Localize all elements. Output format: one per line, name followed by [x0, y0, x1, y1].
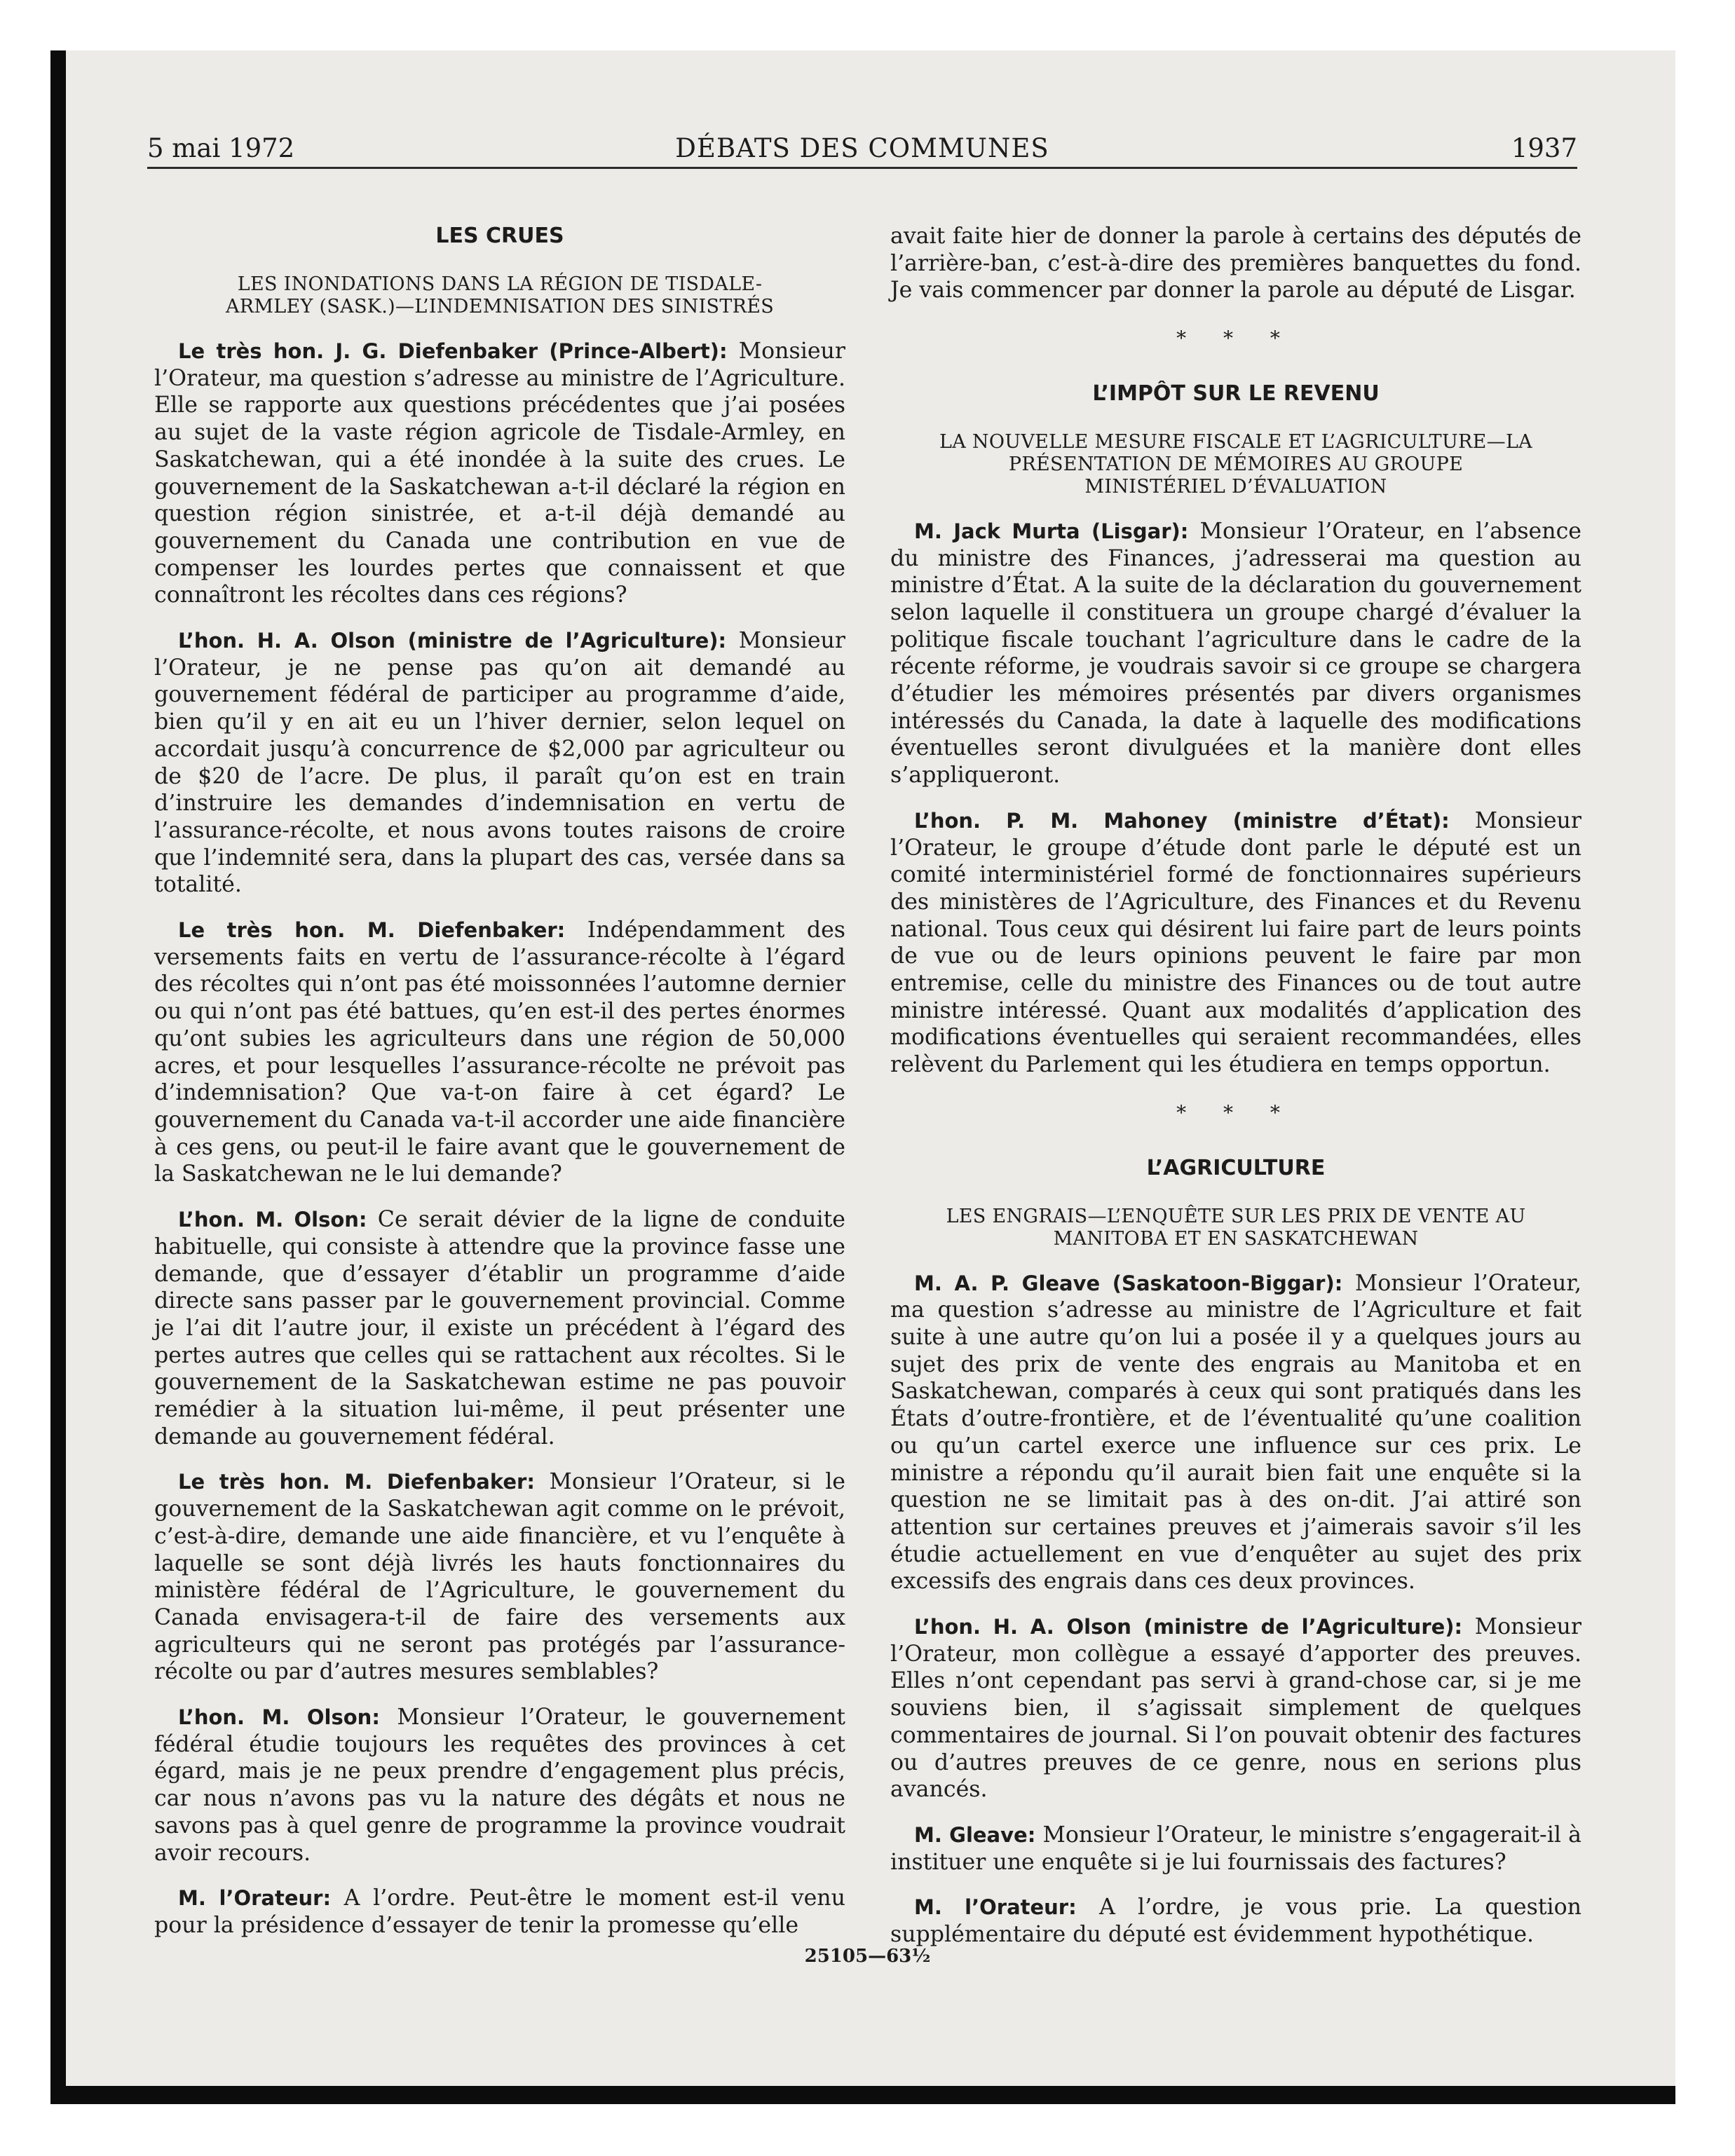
section-subheading: LES ENGRAIS—L’ENQUÊTE SUR LES PRIX DE VENTE AU MANITOBA ET EN SASKATCHEWAN: [946, 1205, 1526, 1250]
speech-paragraph: [154, 1704, 845, 1867]
speech-text: A l’ordre, je vous prie. La question supplémentaire du député est évidemment hypothétique.: [890, 1895, 1581, 1948]
speaker-name: Le très hon. J. G. Diefenbaker (Prince-Albert):: [178, 339, 728, 363]
speech-paragraph: [154, 338, 845, 609]
header-date: 5 mai 1972: [147, 133, 295, 163]
speaker-name: Le très hon. M. Diefenbaker:: [178, 918, 566, 943]
section-subheading: LA NOUVELLE MESURE FISCALE ET L’AGRICULTURE—LA PRÉSENTATION DE MÉMOIRES AU GROUPE MINISTÉRIEL D’ÉVALUATION: [939, 430, 1532, 498]
speaker-name: L’hon. M. Olson:: [178, 1705, 380, 1730]
page-header: [147, 130, 1577, 169]
speech-paragraph: [890, 1822, 1581, 1876]
speech-text: Monsieur l’Orateur, si le gouvernement de la Saskatchewan agit comme on le prévoit, c’est-à-dire, demande une aide financière, et vu l’enquête à laquelle se sont déjà livrés les hauts fonctionnaires du ministère fédéral de l’Agriculture, le gouvernement du Canada envisagera-t-il de faire des versements aux agriculteurs qui ne seront pas protégés par l’assurance-récolte ou par d’autres mesures semblables?: [154, 1469, 845, 1685]
speech-text: avait faite hier de donner la parole à certains des députés de l’arrière-ban, c’est-à-dire des premières banquettes du fond. Je vais commencer par donner la parole au député de Lisgar.: [890, 224, 1581, 303]
section-separator: * * *: [1176, 1100, 1295, 1124]
section-heading: LES CRUES: [435, 224, 564, 248]
speech-text: Ce serait dévier de la ligne de conduite habituelle, qui consiste à attendre que la province fasse une demande, que d’essayer d’établir un programme d’aide directe sans passer par le gouvernement provincial. Comme je l’ai dit l’autre jour, il existe un précédent à l’égard des pertes autres que celles qui se rattachent aux récoltes. Si le gouvernement de la Saskatchewan estime ne pas pouvoir remédier à la situation lui-même, il peut présenter une demande au gouvernement fédéral.: [154, 1207, 845, 1449]
speaker-name: M. l’Orateur:: [914, 1895, 1077, 1920]
header-title: DÉBATS DES COMMUNES: [675, 133, 1049, 163]
speech-text: Monsieur l’Orateur, le groupe d’étude dont parle le député est un comité interministériel formé de fonctionnaires supérieurs des ministères de l’Agriculture, des Finances et du Revenu national. Tous ceux qui désirent lui faire part de leurs points de vue ou de leurs opinions peuvent le faire par mon entremise, celle du ministre des Finances ou de tout autre ministre intéressé. Quant aux modalités d’application des modifications éventuelles qui seraient recommandées, elles relèvent du Parlement qui les étudiera en temps opportun.: [890, 807, 1581, 1078]
speech-paragraph: [890, 518, 1581, 789]
speech-text: Monsieur l’Orateur, ma question s’adresse au ministre de l’Agriculture. Elle se rapporte aux questions précédentes que j’ai posées au sujet de la vaste région agricole de Tisdale-Armley, en Saskatchewan, qui a été inondée à la suite des crues. Le gouvernement de la Saskatchewan a-t-il déclaré la région en question région sinistrée, et a-t-il déjà demandé au gouvernement du Canada une contribution en vue de compenser les lourdes pertes que connaissent et que connaîtront les récoltes dans ces régions?: [154, 339, 845, 608]
speech-paragraph: [154, 627, 845, 899]
section-subheading: LES INONDATIONS DANS LA RÉGION DE TISDALE-ARMLEY (SASK.)—L’INDEMNISATION DES SINISTRÉS: [225, 273, 775, 318]
left-column: [154, 223, 845, 1958]
speaker-name: M. l’Orateur:: [178, 1886, 332, 1911]
speech-text: Monsieur l’Orateur, en l’absence du ministre des Finances, j’adresserai ma question au ministre d’État. A la suite de la déclaration du gouvernement selon laquelle il constituera un groupe chargé d’évaluer la politique fiscale touchant l’agriculture dans le cadre de la récente réforme, je voudrais savoir si ce groupe se chargera d’étudier les mémoires présentés par divers organismes intéressés du Canada, la date à laquelle des modifications éventuelles seront divulguées et la manière dont elles s’appliqueront.: [890, 518, 1581, 789]
speaker-name: L’hon. H. A. Olson (ministre de l’Agriculture):: [178, 629, 727, 653]
right-column: [890, 223, 1581, 1967]
speech-paragraph: [890, 223, 1581, 304]
speaker-name: M. Gleave:: [914, 1822, 1036, 1847]
speaker-name: M. Jack Murta (Lisgar):: [914, 519, 1189, 543]
speaker-name: L’hon. P. M. Mahoney (ministre d’État):: [914, 808, 1450, 833]
speech-text: Monsieur l’Orateur, ma question s’adresse au ministre de l’Agriculture et fait suite à une autre qu’on lui a posée il y a quelques jours au sujet des prix de vente des engrais au Manitoba et en Saskatchewan, comparés à ceux qui sont pratiqués dans les États d’outre-frontière, et de l’éventualité qu’une coalition ou qu’un cartel exerce une influence sur ces prix. Le ministre a répondu qu’il aurait bien fait une enquête si la question ne se limitait pas à des on-dit. J’ai attiré son attention sur certaines preuves et j’aimerais savoir s’il les étudie actuellement en vue d’enquêter au sujet des prix excessifs des engrais dans ces deux provinces.: [890, 1270, 1582, 1595]
speech-paragraph: [154, 917, 845, 1188]
speech-paragraph: [154, 1468, 845, 1686]
speech-paragraph: [890, 807, 1581, 1079]
page-footer: 25105—63½: [804, 1946, 931, 1967]
section-heading: L’AGRICULTURE: [1146, 1155, 1326, 1180]
speech-paragraph: [890, 1270, 1581, 1595]
speech-text: Monsieur l’Orateur, mon collègue a essayé d’apporter des preuves. Elles n’ont cependant pas servi à grand-chose car, si je me souviens bien, il s’agissait simplement de quelques commentaires de journal. Si l’on pouvait obtenir des factures ou d’autres preuves de ce genre, nous en serions plus avancés.: [890, 1614, 1581, 1803]
speech-paragraph: [890, 1894, 1581, 1948]
speaker-name: Le très hon. M. Diefenbaker:: [178, 1470, 535, 1494]
speech-paragraph: [890, 1613, 1581, 1803]
section-heading: L’IMPÔT SUR LE REVENU: [1092, 381, 1380, 406]
speech-text: Monsieur l’Orateur, le ministre s’engagerait-il à instituer une enquête si je lui fournissais des factures?: [890, 1822, 1581, 1875]
speaker-name: M. A. P. Gleave (Saskatoon-Biggar):: [914, 1271, 1343, 1295]
section-separator: * * *: [1176, 327, 1295, 350]
speaker-name: L’hon. H. A. Olson (ministre de l’Agriculture):: [914, 1615, 1463, 1639]
speech-paragraph: [154, 1885, 845, 1939]
speech-text: Monsieur l’Orateur, le gouvernement fédéral étudie toujours les requêtes des provinces à cet égard, mais je ne peux prendre d’engagement plus précis, car nous n’avons pas vu la nature des dégâts et nous ne savons pas à quel genre de programme la province voudrait avoir recours.: [154, 1705, 845, 1866]
speech-text: A l’ordre. Peut-être le moment est-il venu pour la présidence d’essayer de tenir la promesse qu’elle: [154, 1885, 845, 1938]
speech-text: Indépendamment des versements faits en vertu de l’assurance-récolte à l’égard des récoltes qui n’ont pas été moissonnées l’automne dernier ou qui n’ont pas été battues, qu’en est-il des pertes énormes qu’ont subies les agriculteurs dans une région de 50,000 acres, et pour lesquelles l’assurance-récolte ne prévoit pas d’indemnisation? Que va-t-on faire à cet égard? Le gouvernement du Canada va-t-il accorder une aide financière à ces gens, ou peut-il le faire avant que le gouvernement de la Saskatchewan ne le lui demande?: [154, 917, 845, 1187]
speech-text: Monsieur l’Orateur, je ne pense pas qu’on ait demandé au gouvernement fédéral de participer au programme d’aide, bien qu’il y en ait eu un l’hiver dernier, selon lequel on accordait jusqu’à concurrence de $2,000 par agriculteur ou de $20 de l’acre. De plus, il paraît qu’on est en train d’instruire les demandes d’indemnisation en vertu de l’assurance-récolte, et nous avons toutes raisons de croire que l’indemnité sera, dans la plupart des cas, versée dans sa totalité.: [154, 628, 845, 898]
speech-paragraph: [154, 1206, 845, 1450]
speaker-name: L’hon. M. Olson:: [178, 1208, 367, 1232]
header-page-number: 1937: [1511, 133, 1577, 163]
